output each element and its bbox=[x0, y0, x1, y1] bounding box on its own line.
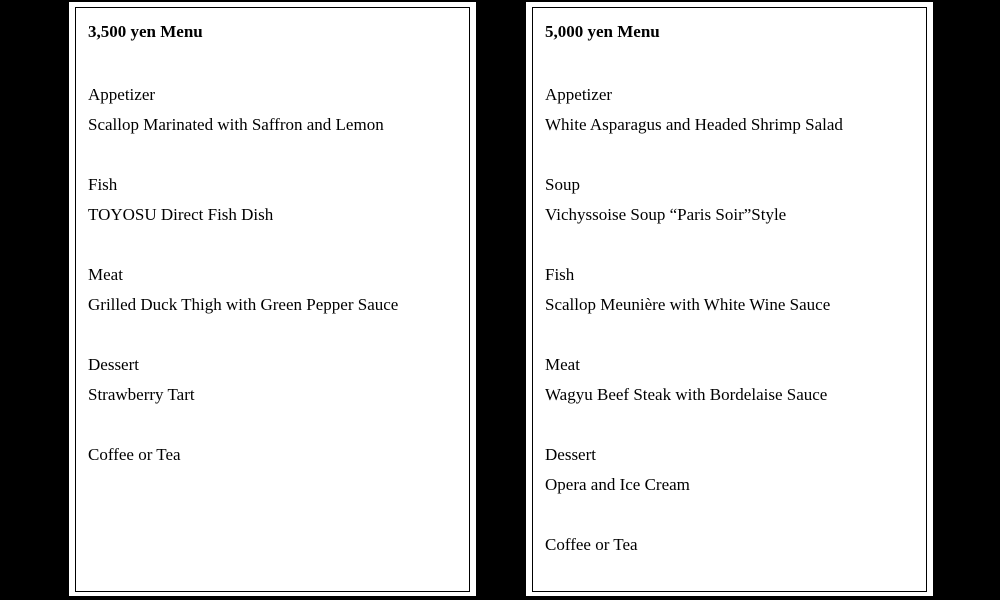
course-label: Fish bbox=[545, 265, 575, 284]
course-dish: White Asparagus and Headed Shrimp Salad bbox=[545, 115, 843, 134]
closing-drink: Coffee or Tea bbox=[545, 535, 638, 554]
course-dish: TOYOSU Direct Fish Dish bbox=[88, 205, 274, 224]
course-label: Dessert bbox=[88, 355, 139, 374]
menu-title: 3,500 yen Menu bbox=[88, 22, 203, 41]
course-fish bbox=[88, 170, 466, 230]
course-label: Soup bbox=[545, 175, 580, 194]
course-dish: Vichyssoise Soup “Paris Soir”Style bbox=[545, 205, 787, 224]
course-label: Fish bbox=[88, 175, 118, 194]
course-appetizer bbox=[88, 80, 466, 140]
course-dish: Scallop Meunière with White Wine Sauce bbox=[545, 295, 831, 314]
course-label: Appetizer bbox=[88, 85, 156, 104]
course-label: Appetizer bbox=[545, 85, 613, 104]
course-dish: Strawberry Tart bbox=[88, 385, 195, 404]
menu-card-3500 bbox=[69, 2, 476, 596]
course-label: Meat bbox=[88, 265, 123, 284]
menu-content bbox=[88, 20, 466, 470]
course-dish: Grilled Duck Thigh with Green Pepper Sauce bbox=[88, 295, 399, 314]
course-soup bbox=[545, 170, 923, 230]
course-label: Dessert bbox=[545, 445, 596, 464]
course-appetizer bbox=[545, 80, 923, 140]
course-dessert bbox=[88, 350, 466, 410]
course-fish bbox=[545, 260, 923, 320]
course-meat bbox=[88, 260, 466, 320]
course-meat bbox=[545, 350, 923, 410]
course-label: Meat bbox=[545, 355, 580, 374]
menu-card-5000 bbox=[526, 2, 933, 596]
course-dish: Opera and Ice Cream bbox=[545, 475, 690, 494]
menu-content bbox=[545, 20, 923, 560]
course-dessert bbox=[545, 440, 923, 500]
closing-drink: Coffee or Tea bbox=[88, 445, 181, 464]
course-dish: Scallop Marinated with Saffron and Lemon bbox=[88, 115, 384, 134]
menu-title: 5,000 yen Menu bbox=[545, 22, 660, 41]
course-dish: Wagyu Beef Steak with Bordelaise Sauce bbox=[545, 385, 828, 404]
